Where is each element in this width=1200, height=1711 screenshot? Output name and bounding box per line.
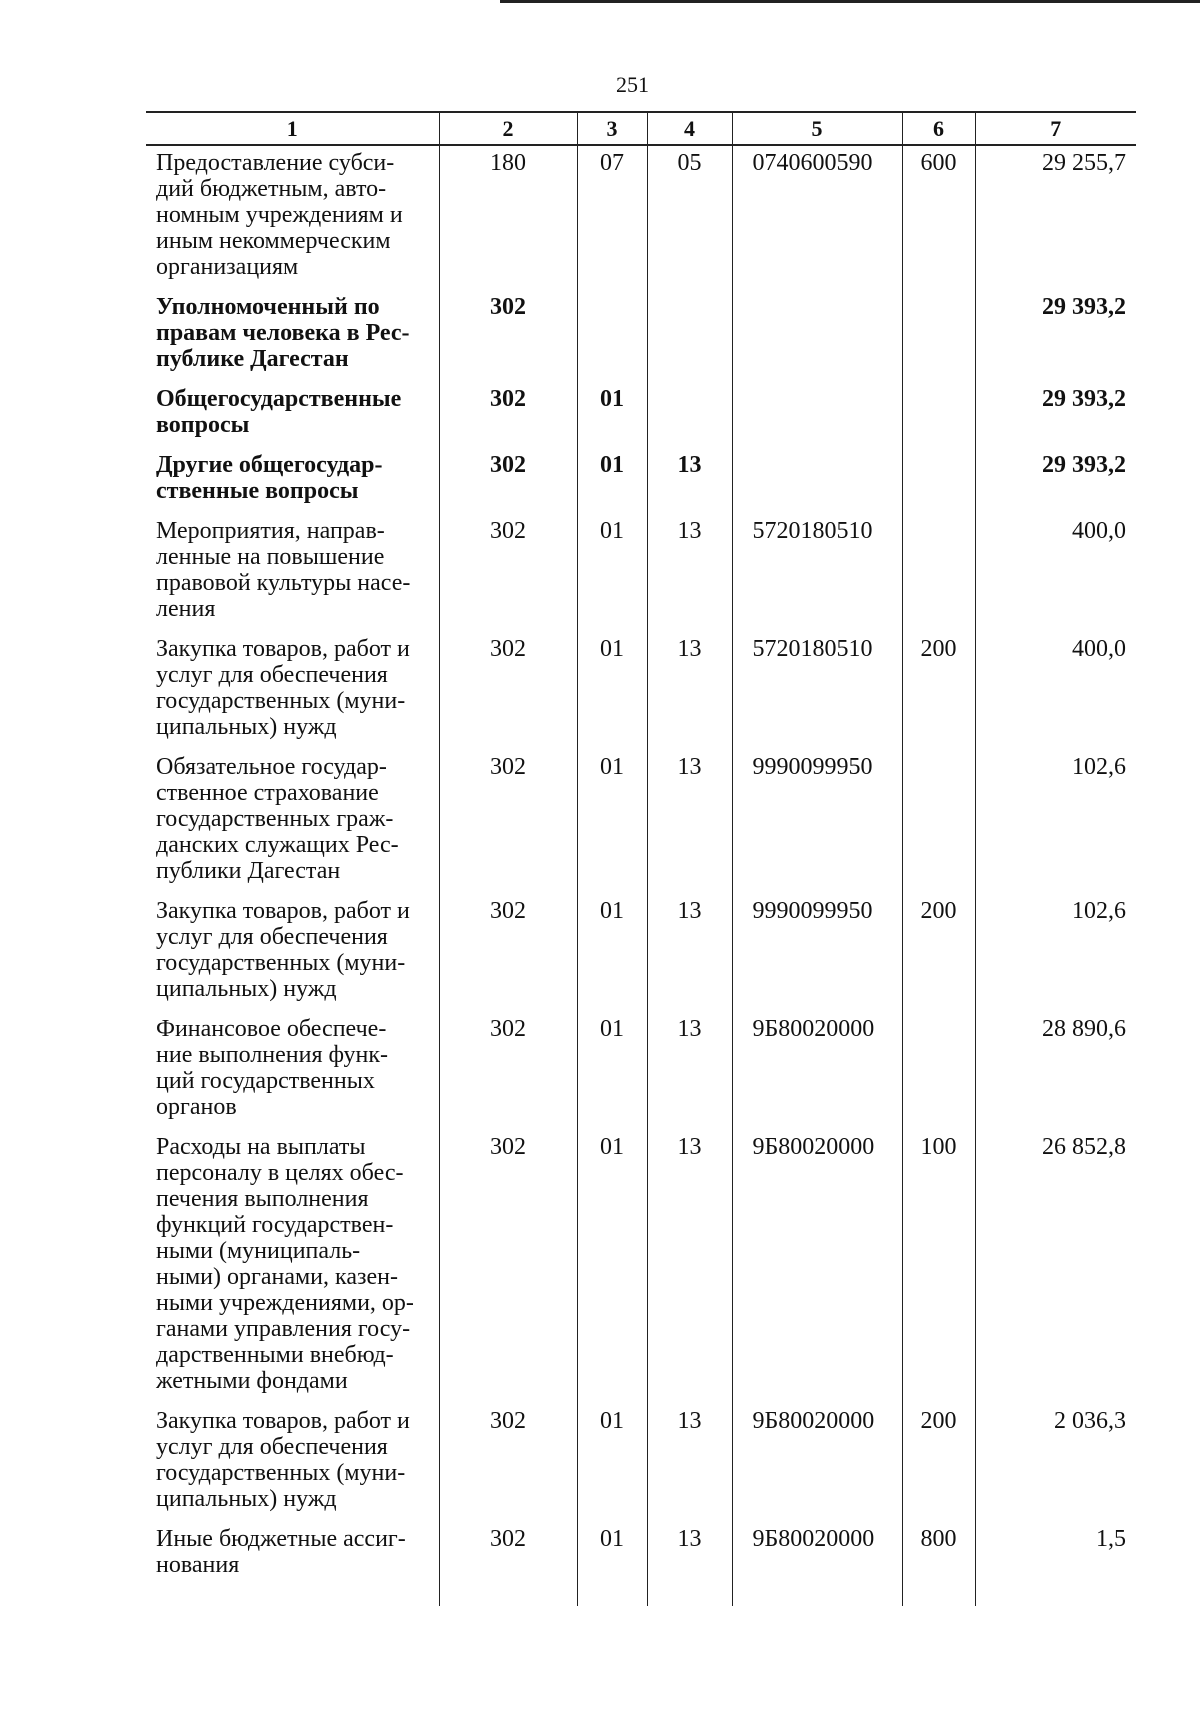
subsection-cell: 13 — [647, 1012, 732, 1130]
ministry-code-cell: 302 — [439, 750, 577, 894]
subsection-cell: 13 — [647, 448, 732, 514]
table-row — [146, 1522, 1136, 1606]
expense-type-cell — [902, 1012, 975, 1130]
target-article-cell — [732, 382, 902, 448]
table-row — [146, 514, 1136, 632]
section-cell: 01 — [577, 1012, 647, 1130]
ministry-code-cell: 302 — [439, 1130, 577, 1404]
target-article-cell: 9Б80020000 — [732, 1130, 902, 1404]
amount-cell: 29 255,7 — [975, 145, 1136, 290]
target-article-cell: 9Б80020000 — [732, 1404, 902, 1522]
section-cell: 01 — [577, 1404, 647, 1522]
subsection-cell: 13 — [647, 632, 732, 750]
target-article-cell: 9990099950 — [732, 750, 902, 894]
amount-cell: 400,0 — [975, 632, 1136, 750]
table-row — [146, 750, 1136, 894]
table-row — [146, 1404, 1136, 1522]
ministry-code-cell: 302 — [439, 894, 577, 1012]
column-header-5: 5 — [732, 112, 902, 145]
column-header-4: 4 — [647, 112, 732, 145]
target-article-cell: 9Б80020000 — [732, 1522, 902, 1606]
subsection-cell: 13 — [647, 1130, 732, 1404]
subsection-cell: 13 — [647, 1404, 732, 1522]
subsection-cell: 13 — [647, 514, 732, 632]
expense-type-cell: 200 — [902, 1404, 975, 1522]
column-header-3: 3 — [577, 112, 647, 145]
target-article-cell — [732, 448, 902, 514]
page-number: 251 — [616, 72, 649, 97]
header-row — [146, 112, 1136, 145]
expense-type-cell — [902, 514, 975, 632]
target-article-cell: 5720180510 — [732, 514, 902, 632]
column-header-1: 1 — [146, 112, 439, 145]
ministry-code-cell: 302 — [439, 448, 577, 514]
ministry-code-cell: 302 — [439, 632, 577, 750]
section-cell: 01 — [577, 448, 647, 514]
subsection-cell — [647, 290, 732, 382]
column-header-7: 7 — [975, 112, 1136, 145]
target-article-cell: 9Б80020000 — [732, 1012, 902, 1130]
amount-cell: 29 393,2 — [975, 290, 1136, 382]
amount-cell: 102,6 — [975, 750, 1136, 894]
table-header — [146, 112, 1136, 145]
expense-type-cell: 600 — [902, 145, 975, 290]
item-name-cell: Общегосударственные вопросы — [156, 386, 402, 438]
section-cell: 01 — [577, 894, 647, 1012]
subsection-cell: 13 — [647, 750, 732, 894]
amount-cell: 26 852,8 — [975, 1130, 1136, 1404]
table-row — [146, 1130, 1136, 1404]
section-cell: 01 — [577, 382, 647, 448]
ministry-code-cell: 302 — [439, 1522, 577, 1606]
item-name-cell: Закупка товаров, работ и услуг для обеспечения государственных (муни- ципальных) нужд — [156, 1408, 410, 1512]
ministry-code-cell: 302 — [439, 514, 577, 632]
budget-table — [146, 111, 1136, 1606]
item-name-cell: Финансовое обеспече- ние выполнения функ- ций государственных органов — [156, 1016, 388, 1120]
expense-type-cell — [902, 750, 975, 894]
item-name-cell: Закупка товаров, работ и услуг для обеспечения государственных (муни- ципальных) нужд — [156, 898, 410, 1002]
item-name-cell: Расходы на выплаты персоналу в целях обес- печения выполнения функций государствен- ными (муниципаль- ными) органами, казен- ными учреждениями, ор- ганами управления госу- дарственными внебюд- жетными фондами — [156, 1134, 414, 1394]
target-article-cell — [732, 290, 902, 382]
expense-type-cell — [902, 290, 975, 382]
amount-cell: 1,5 — [975, 1522, 1136, 1606]
subsection-cell: 13 — [647, 1522, 732, 1606]
target-article-cell: 0740600590 — [732, 145, 902, 290]
table-row — [146, 632, 1136, 750]
table-row — [146, 1012, 1136, 1130]
item-name-cell: Другие общегосудар- ственные вопросы — [156, 452, 383, 504]
table-row — [146, 382, 1136, 448]
item-name-cell: Мероприятия, направ- ленные на повышение правовой культуры насе- ления — [156, 518, 411, 622]
target-article-cell: 5720180510 — [732, 632, 902, 750]
expense-type-cell: 200 — [902, 632, 975, 750]
section-cell: 01 — [577, 514, 647, 632]
section-cell: 01 — [577, 750, 647, 894]
expense-type-cell: 100 — [902, 1130, 975, 1404]
item-name-cell: Иные бюджетные ассиг- нования — [156, 1526, 406, 1578]
table-row — [146, 894, 1136, 1012]
ministry-code-cell: 180 — [439, 145, 577, 290]
ministry-code-cell: 302 — [439, 1404, 577, 1522]
item-name-cell: Предоставление субси- дий бюджетным, авто- номным учреждениям и иным некоммерческим организациям — [156, 150, 403, 280]
table-row — [146, 145, 1136, 290]
table-row — [146, 290, 1136, 382]
item-name-cell: Обязательное государ- ственное страхование государственных граж- данских служащих Рес- публики Дагестан — [156, 754, 399, 884]
section-cell: 01 — [577, 632, 647, 750]
top-border-line — [500, 0, 1200, 3]
section-cell: 01 — [577, 1130, 647, 1404]
expense-type-cell — [902, 382, 975, 448]
amount-cell: 29 393,2 — [975, 382, 1136, 448]
amount-cell: 2 036,3 — [975, 1404, 1136, 1522]
subsection-cell: 05 — [647, 145, 732, 290]
amount-cell: 29 393,2 — [975, 448, 1136, 514]
ministry-code-cell: 302 — [439, 290, 577, 382]
column-header-2: 2 — [439, 112, 577, 145]
expense-type-cell: 200 — [902, 894, 975, 1012]
item-name-cell: Уполномоченный по правам человека в Рес- публике Дагестан — [156, 294, 410, 372]
item-name-cell: Закупка товаров, работ и услуг для обеспечения государственных (муни- ципальных) нужд — [156, 636, 410, 740]
subsection-cell: 13 — [647, 894, 732, 1012]
subsection-cell — [647, 382, 732, 448]
amount-cell: 400,0 — [975, 514, 1136, 632]
expense-type-cell: 800 — [902, 1522, 975, 1606]
expense-type-cell — [902, 448, 975, 514]
target-article-cell: 9990099950 — [732, 894, 902, 1012]
table-row — [146, 448, 1136, 514]
ministry-code-cell: 302 — [439, 382, 577, 448]
ministry-code-cell: 302 — [439, 1012, 577, 1130]
section-cell: 07 — [577, 145, 647, 290]
section-cell — [577, 290, 647, 382]
section-cell: 01 — [577, 1522, 647, 1606]
amount-cell: 102,6 — [975, 894, 1136, 1012]
amount-cell: 28 890,6 — [975, 1012, 1136, 1130]
column-header-6: 6 — [902, 112, 975, 145]
table-body — [146, 145, 1136, 1606]
